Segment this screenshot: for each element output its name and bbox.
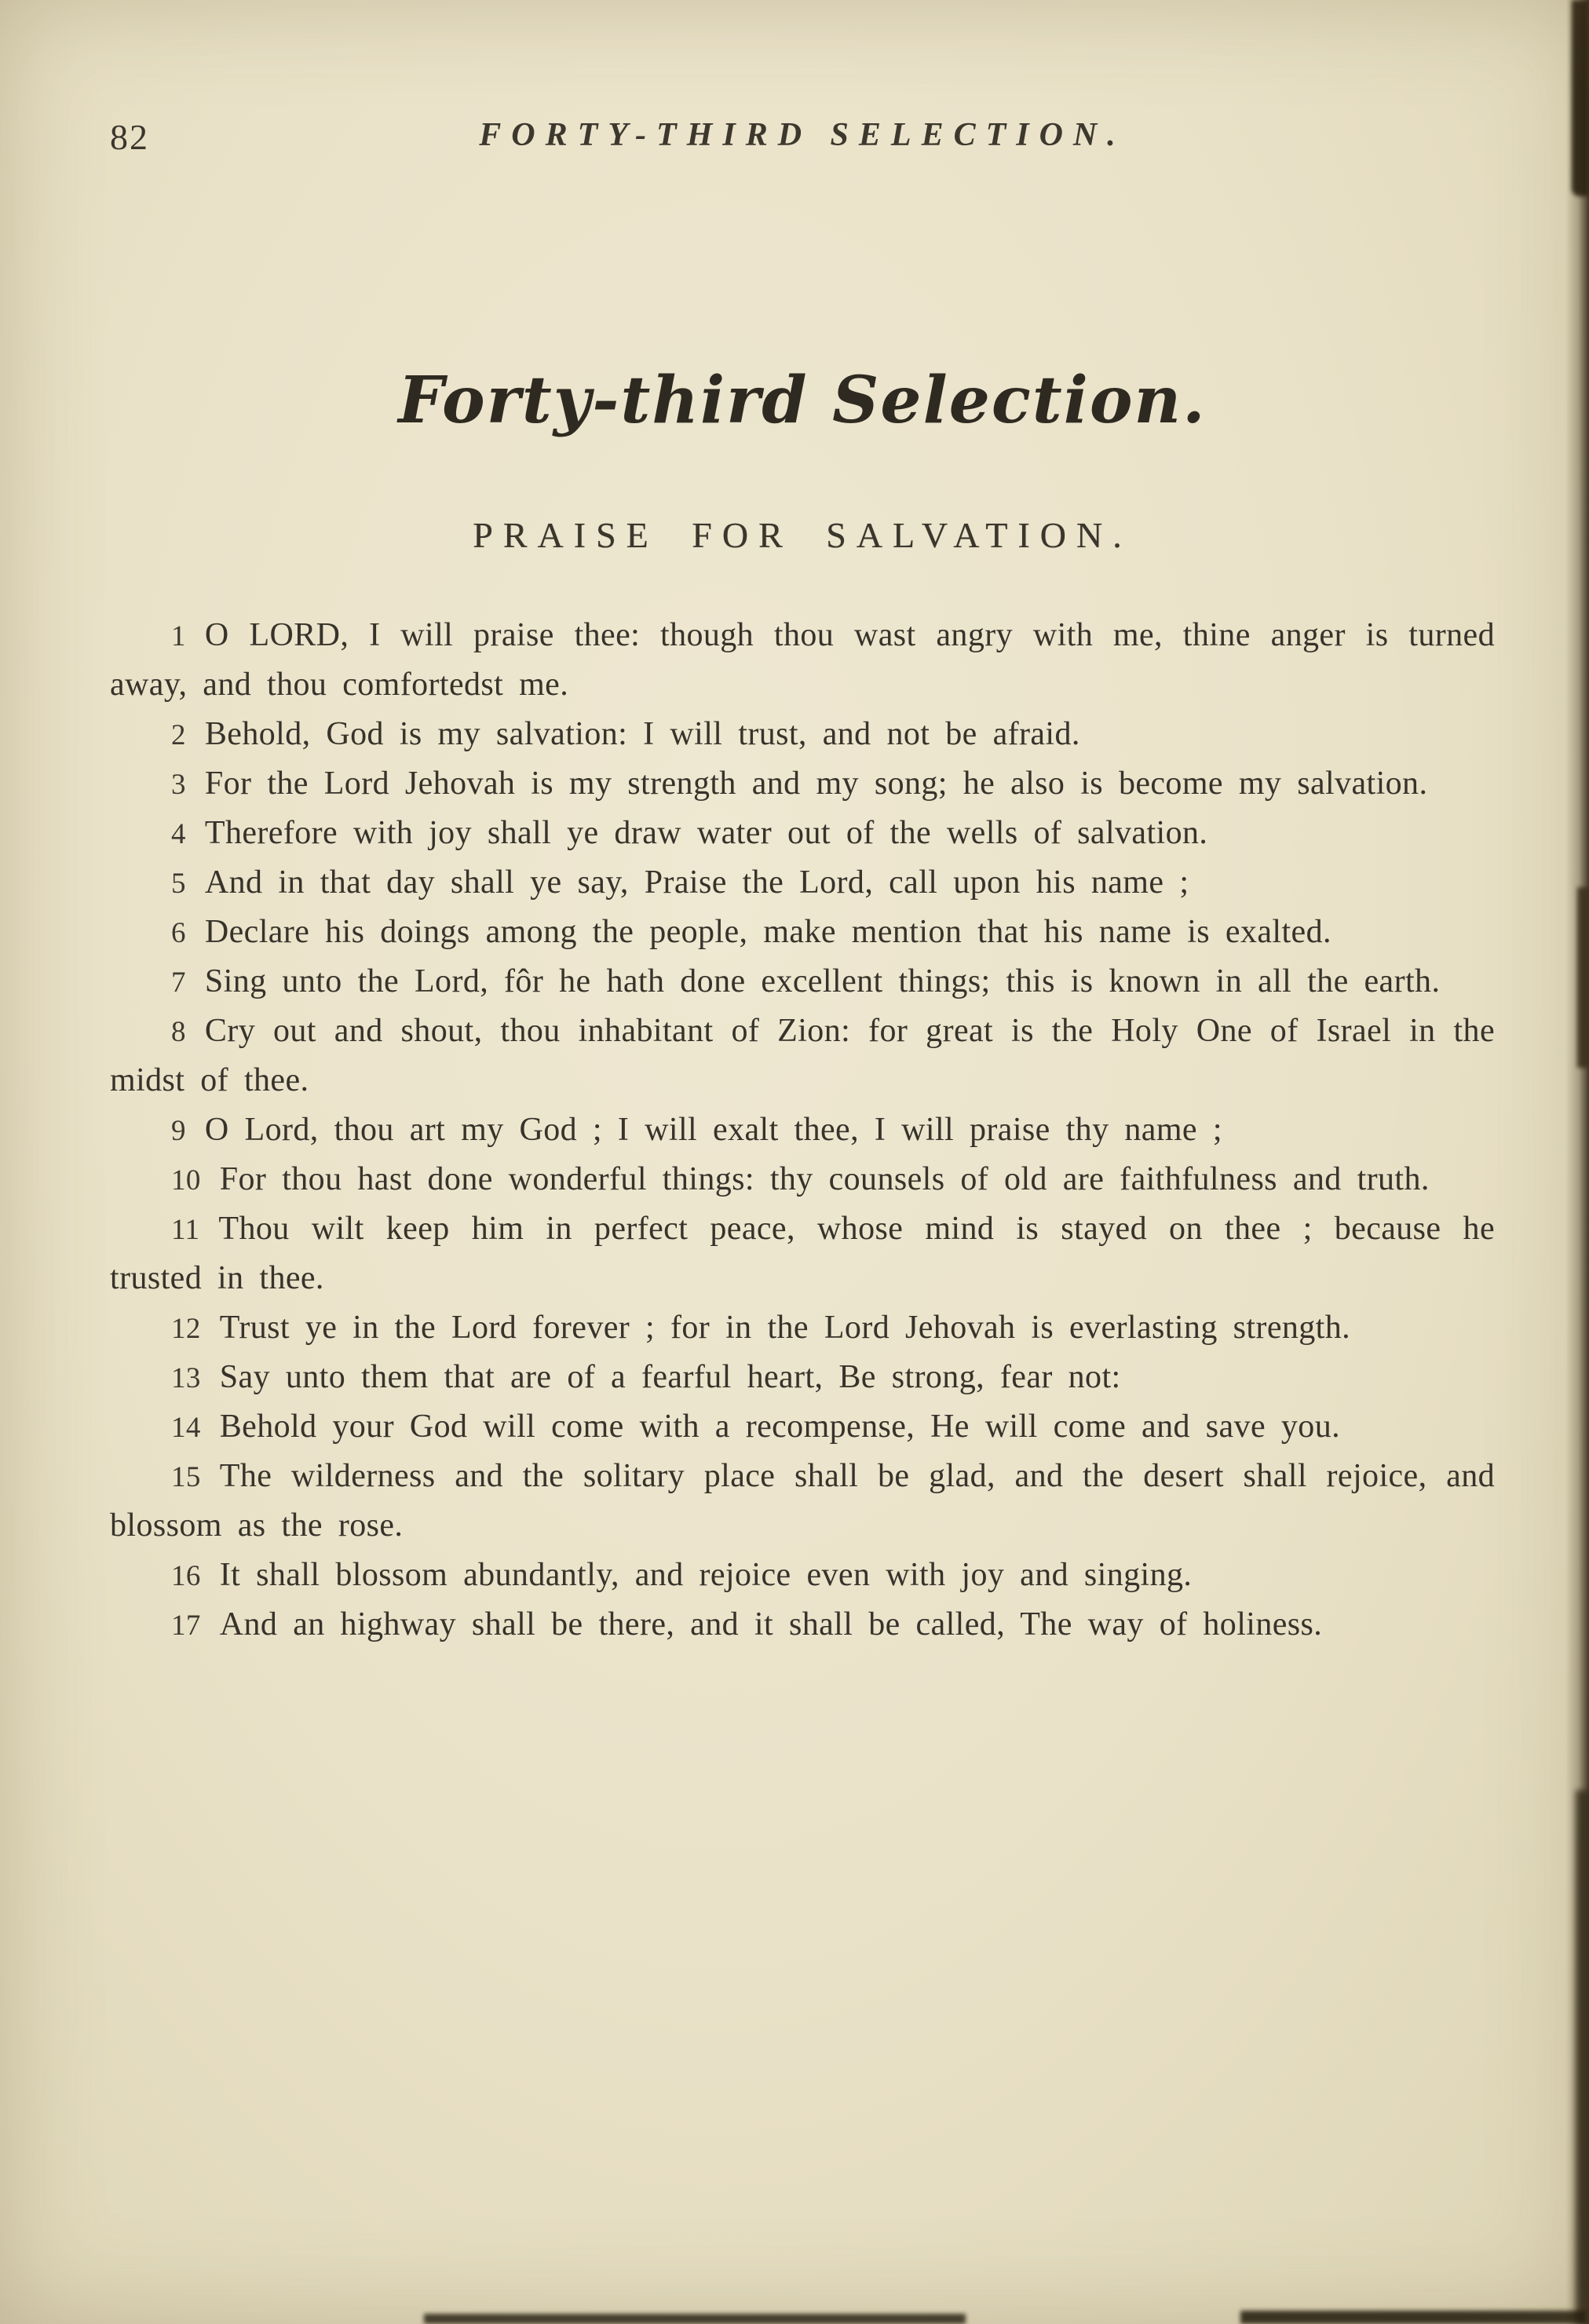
verse xyxy=(110,1155,1495,1204)
verse-text: O LORD, I will praise thee: though thou wast angry with me, thine anger is turned away, and thou comfortedst me. xyxy=(110,617,1495,703)
verse-text: Behold your God will come with a recompense, He will come and save you. xyxy=(219,1409,1341,1445)
verse-number: 13 xyxy=(171,1361,201,1394)
verse xyxy=(110,1204,1495,1303)
verse-number: 7 xyxy=(171,966,186,998)
verse-number: 1 xyxy=(171,619,186,652)
verse-number: 16 xyxy=(171,1559,201,1591)
verse-list xyxy=(110,611,1495,1650)
verse-number: 4 xyxy=(171,817,186,850)
verse-text: And in that day shall ye say, Praise the Lord, call upon his name ; xyxy=(204,864,1189,901)
verse xyxy=(110,710,1495,759)
selection-title: Forty-third Selection. xyxy=(398,363,1207,438)
verse-text: Behold, God is my salvation: I will trust, and not be afraid. xyxy=(204,716,1080,752)
scan-blotch-top-right xyxy=(1572,0,1589,196)
scan-mark-bottom-left xyxy=(424,2314,966,2324)
verse-number: 10 xyxy=(171,1164,201,1196)
verse-number: 3 xyxy=(171,768,186,800)
verse xyxy=(110,957,1495,1007)
verse-number: 2 xyxy=(171,718,186,751)
running-head: FORTY-THIRD SELECTION. xyxy=(479,117,1126,153)
verse xyxy=(110,1402,1495,1452)
verse-text: Sing unto the Lord, fôr he hath done excellent things; this is known in all the earth. xyxy=(204,963,1441,999)
scan-edge-right xyxy=(1565,0,1589,2324)
verse-number: 11 xyxy=(171,1213,200,1245)
verse xyxy=(110,1353,1495,1402)
scan-mark-bottom-right xyxy=(1240,2311,1586,2324)
verse-text: For the Lord Jehovah is my strength and my song; he also is become my salvation. xyxy=(204,766,1428,802)
scan-blotch-right-mid xyxy=(1577,887,1589,1068)
verse-number: 15 xyxy=(171,1460,201,1493)
verse-text: Therefore with joy shall ye draw water out of the wells of salvation. xyxy=(204,815,1208,851)
selection-subtitle: PRAISE FOR SALVATION. xyxy=(473,515,1132,555)
verse-number: 8 xyxy=(171,1015,186,1047)
verse xyxy=(110,1105,1495,1155)
verse xyxy=(110,1007,1495,1105)
verse xyxy=(110,1303,1495,1353)
verse-text: Thou wilt keep him in perfect peace, whose mind is stayed on thee ; because he trusted in thee. xyxy=(110,1211,1495,1296)
verse-number: 12 xyxy=(171,1312,201,1344)
verse-number: 17 xyxy=(171,1609,201,1641)
verse-text: Trust ye in the Lord forever ; for in the Lord Jehovah is everlasting strength. xyxy=(219,1310,1351,1346)
verse-text: Cry out and shout, thou inhabitant of Zion: for great is the Holy One of Israel in the midst of thee. xyxy=(110,1013,1495,1098)
verse xyxy=(110,1551,1495,1600)
verse-number: 14 xyxy=(171,1411,201,1443)
verse xyxy=(110,611,1495,710)
verse xyxy=(110,1600,1495,1650)
verse-number: 6 xyxy=(171,916,186,948)
page-header xyxy=(110,116,1495,157)
scan-blotch-right-low xyxy=(1576,1790,1589,2324)
verse-text: Declare his doings among the people, make mention that his name is exalted. xyxy=(204,914,1331,950)
verse-text: It shall blossom abundantly, and rejoice even with joy and singing. xyxy=(219,1557,1193,1593)
verse-text: For thou hast done wonderful things: thy counsels of old are faithfulness and truth. xyxy=(219,1161,1430,1197)
verse xyxy=(110,1452,1495,1551)
verse-number: 5 xyxy=(171,867,186,899)
verse xyxy=(110,759,1495,809)
verse-number: 9 xyxy=(171,1114,186,1146)
verse-text: O Lord, thou art my God ; I will exalt thee, I will praise thy name ; xyxy=(204,1112,1222,1148)
verse-text: And an highway shall be there, and it shall be called, The way of holiness. xyxy=(219,1606,1323,1643)
verse xyxy=(110,809,1495,858)
verse-text: Say unto them that are of a fearful heart, Be strong, fear not: xyxy=(219,1359,1121,1395)
page-number: 82 xyxy=(110,117,149,157)
verse xyxy=(110,908,1495,957)
verse xyxy=(110,858,1495,908)
verse-text: The wilderness and the solitary place shall be glad, and the desert shall rejoice, and blossom as the rose. xyxy=(110,1458,1495,1544)
